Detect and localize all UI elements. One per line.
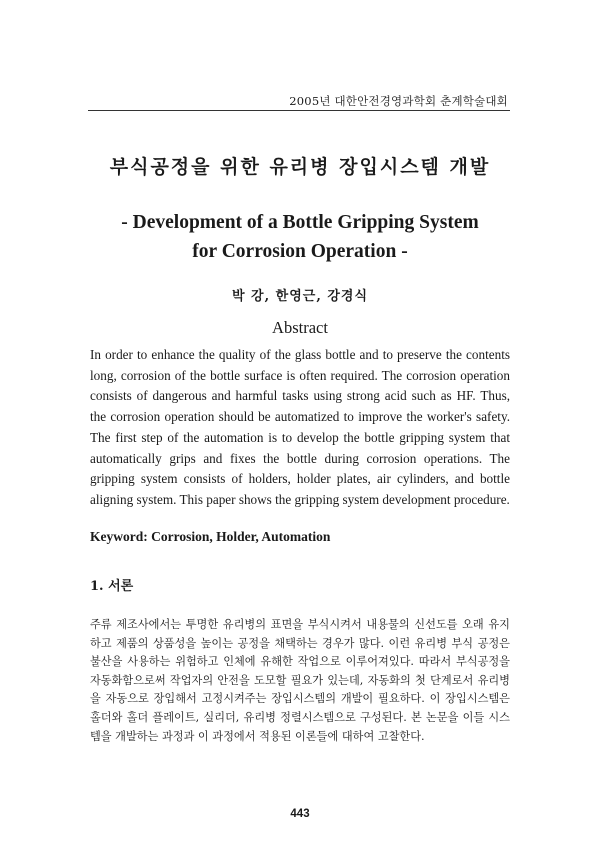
body-line: 불산을 사용하는 위험하고 인체에 유해한 작업으로 이루어져있다. 따라서 부식공정을 [90, 655, 510, 669]
body-line: 자동화함으로써 작업자의 안전을 도모할 필요가 있는데, 자동화의 첫 단계로서 유리병 [90, 673, 510, 687]
body-line: 을 자동으로 장입해서 고정시켜주는 장입시스템의 개발이 필요하다. 이 장입시스템은 [90, 692, 510, 706]
body-line: 하고 제품의 상품성을 높이는 공정을 채택하는 경우가 많다. 이런 유리병 부식 공정은 [90, 636, 510, 650]
keywords: Keyword: Corrosion, Holder, Automation [90, 529, 331, 544]
korean-title: 부식공정을 위한 유리병 장입시스템 개발 [109, 156, 491, 178]
body-line: 템을 개발하는 과정과 이 과정에서 적용된 이론들에 대하여 고찰한다. [90, 729, 425, 743]
abstract-heading: Abstract [272, 318, 328, 337]
english-title [0, 208, 600, 266]
section-body-introduction [90, 616, 510, 746]
body-line: 주류 제조사에서는 투명한 유리병의 표면을 부식시켜서 내용물의 신선도를 오래 유지 [90, 618, 510, 631]
abstract-text: In order to enhance the quality of the glass bottle and to preserve the contents long, corrosion of the bottle surface is often required. The corrosion operation consists of dangerous and harmful tasks using strong acid such as HF. Thus, the corrosion operation should be automatized to improve the worker's safety. The first step of the automation is to develop the bottle gripping system that automatically grips and fixes the bottle during corrosion operations. The gripping system consists of holders, holder plates, air cylinders, and bottle aligning system. This paper shows the gripping system development procedure. [90, 347, 510, 507]
body-line: 홀더와 홀더 플레이트, 실리더, 유리병 정렬시스템으로 구성된다. 본 논문을 이들 시스 [90, 710, 510, 724]
header-rule [88, 110, 510, 111]
english-title-line-1: - Development of a Bottle Gripping System [121, 212, 479, 233]
page-number: 443 [290, 808, 310, 820]
conference-header: 2005년 대한안전경영과학회 춘계학술대회 [289, 94, 508, 108]
author-list: 박 강, 한영근, 강경식 [231, 289, 369, 304]
english-title-line-2: for Corrosion Operation - [192, 241, 408, 262]
section-heading-introduction: 1. 서론 [90, 579, 134, 594]
